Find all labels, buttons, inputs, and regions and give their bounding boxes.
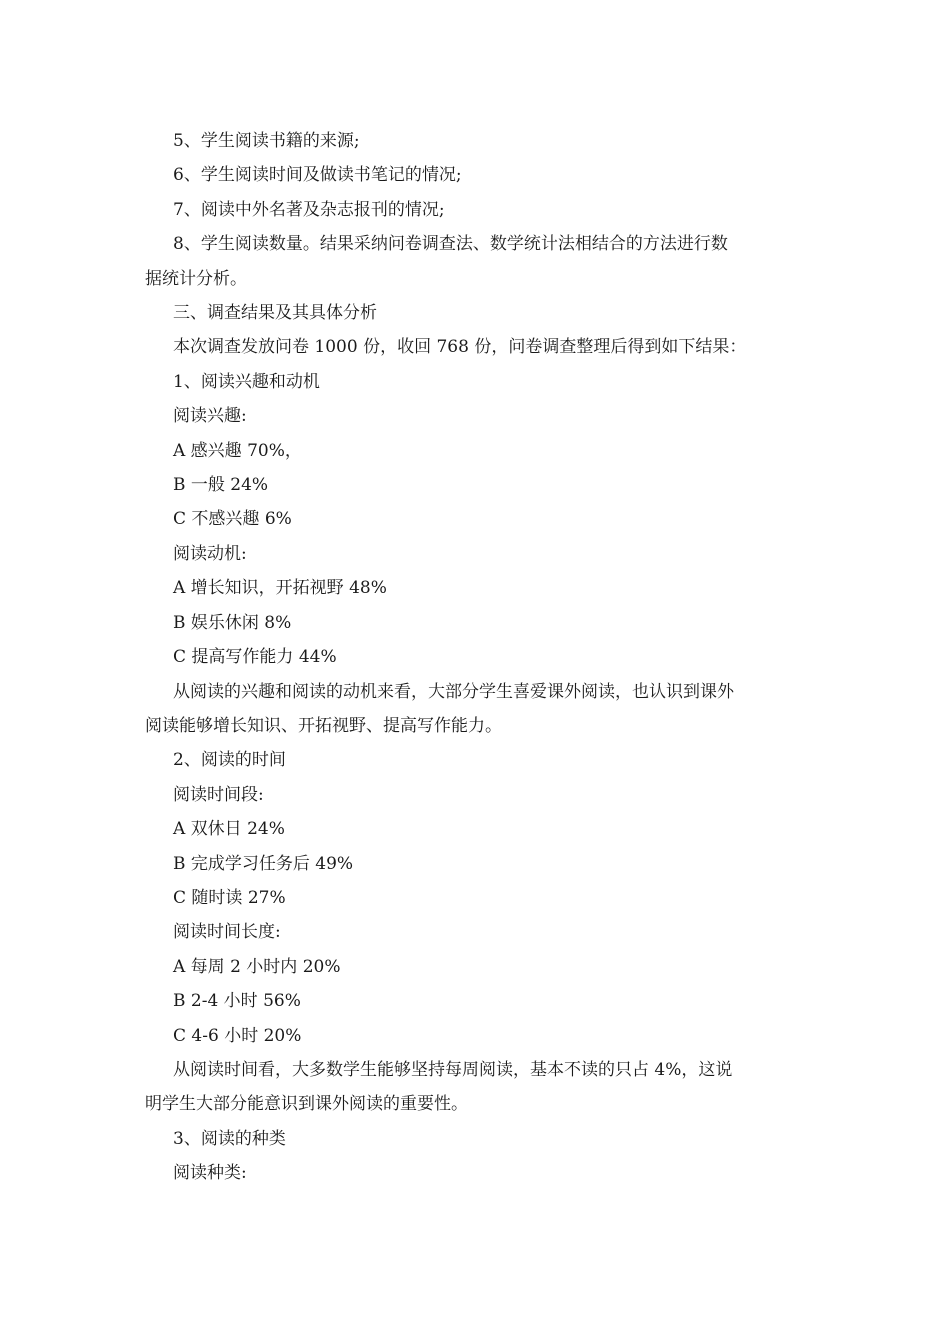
paragraph xyxy=(145,1053,805,1122)
paragraph-text: C 不感兴趣 6% xyxy=(173,509,292,530)
paragraph xyxy=(145,778,805,812)
paragraph-text: C 4-6 小时 20% xyxy=(173,1025,302,1046)
paragraph xyxy=(145,158,805,192)
paragraph xyxy=(145,399,805,433)
paragraph xyxy=(145,365,805,399)
paragraph xyxy=(145,227,805,296)
paragraph xyxy=(145,468,805,502)
paragraph-text: 7、阅读中外名著及杂志报刊的情况; xyxy=(173,199,445,220)
paragraph-continuation: 阅读能够增长知识、开拓视野、提高写作能力。 xyxy=(145,715,502,736)
paragraph-text: A 每周 2 小时内 20% xyxy=(173,956,341,977)
paragraph-text: 阅读时间段: xyxy=(173,784,264,805)
paragraph-text: A 感兴趣 70%， xyxy=(173,440,302,461)
paragraph xyxy=(145,675,805,744)
paragraph-text: 1、阅读兴趣和动机 xyxy=(173,371,320,392)
paragraph-text: 阅读种类: xyxy=(173,1163,247,1184)
paragraph xyxy=(145,1019,805,1053)
paragraph-text: A 双休日 24% xyxy=(173,819,285,840)
paragraph xyxy=(145,984,805,1018)
paragraph xyxy=(145,915,805,949)
paragraph-text: 阅读时间长度: xyxy=(173,922,281,943)
paragraph-text: 3、阅读的种类 xyxy=(173,1128,286,1149)
paragraph-text: B 娱乐休闲 8% xyxy=(173,612,292,633)
paragraph-continuation: 据统计分析。 xyxy=(145,268,247,289)
paragraph xyxy=(145,434,805,468)
paragraph-text: 阅读兴趣: xyxy=(173,406,247,427)
paragraph-text: 5、学生阅读书籍的来源; xyxy=(173,131,360,151)
paragraph-text: 阅读动机: xyxy=(173,543,247,564)
paragraph-text: B 完成学习任务后 49% xyxy=(173,853,354,874)
paragraph-text: 从阅读时间看，大多数学生能够坚持每周阅读，基本不读的只占 4%，这说 xyxy=(173,1059,733,1080)
paragraph xyxy=(145,950,805,984)
paragraph xyxy=(145,847,805,881)
paragraph-text: 三、调查结果及其具体分析 xyxy=(173,303,377,324)
paragraph xyxy=(145,296,805,330)
paragraph xyxy=(145,1156,805,1190)
document-body xyxy=(145,124,805,1191)
paragraph xyxy=(145,743,805,777)
paragraph-text: 8、学生阅读数量。结果采纳问卷调查法、数学统计法相结合的方法进行数 xyxy=(173,234,728,255)
paragraph-text: 本次调查发放问卷 1000 份，收回 768 份，问卷调查整理后得到如下结果： xyxy=(173,337,747,358)
paragraph-text: 6、学生阅读时间及做读书笔记的情况; xyxy=(173,165,462,186)
paragraph-text: C 随时读 27% xyxy=(173,887,286,908)
paragraph-text: C 提高写作能力 44% xyxy=(173,647,337,668)
paragraph xyxy=(145,502,805,536)
paragraph xyxy=(145,812,805,846)
paragraph xyxy=(145,124,805,158)
paragraph xyxy=(145,330,805,364)
paragraph xyxy=(145,193,805,227)
paragraph-text: B 2-4 小时 56% xyxy=(173,991,301,1012)
paragraph-text: 2、阅读的时间 xyxy=(173,750,286,771)
paragraph xyxy=(145,571,805,605)
paragraph xyxy=(145,537,805,571)
paragraph-continuation: 明学生大部分能意识到课外阅读的重要性。 xyxy=(145,1094,468,1115)
paragraph-text: 从阅读的兴趣和阅读的动机来看，大部分学生喜爱课外阅读，也认识到课外 xyxy=(173,681,734,702)
paragraph xyxy=(145,606,805,640)
paragraph xyxy=(145,881,805,915)
paragraph-text: A 增长知识，开拓视野 48% xyxy=(173,578,387,599)
paragraph xyxy=(145,1122,805,1156)
paragraph xyxy=(145,640,805,674)
paragraph-text: B 一般 24% xyxy=(173,475,269,496)
